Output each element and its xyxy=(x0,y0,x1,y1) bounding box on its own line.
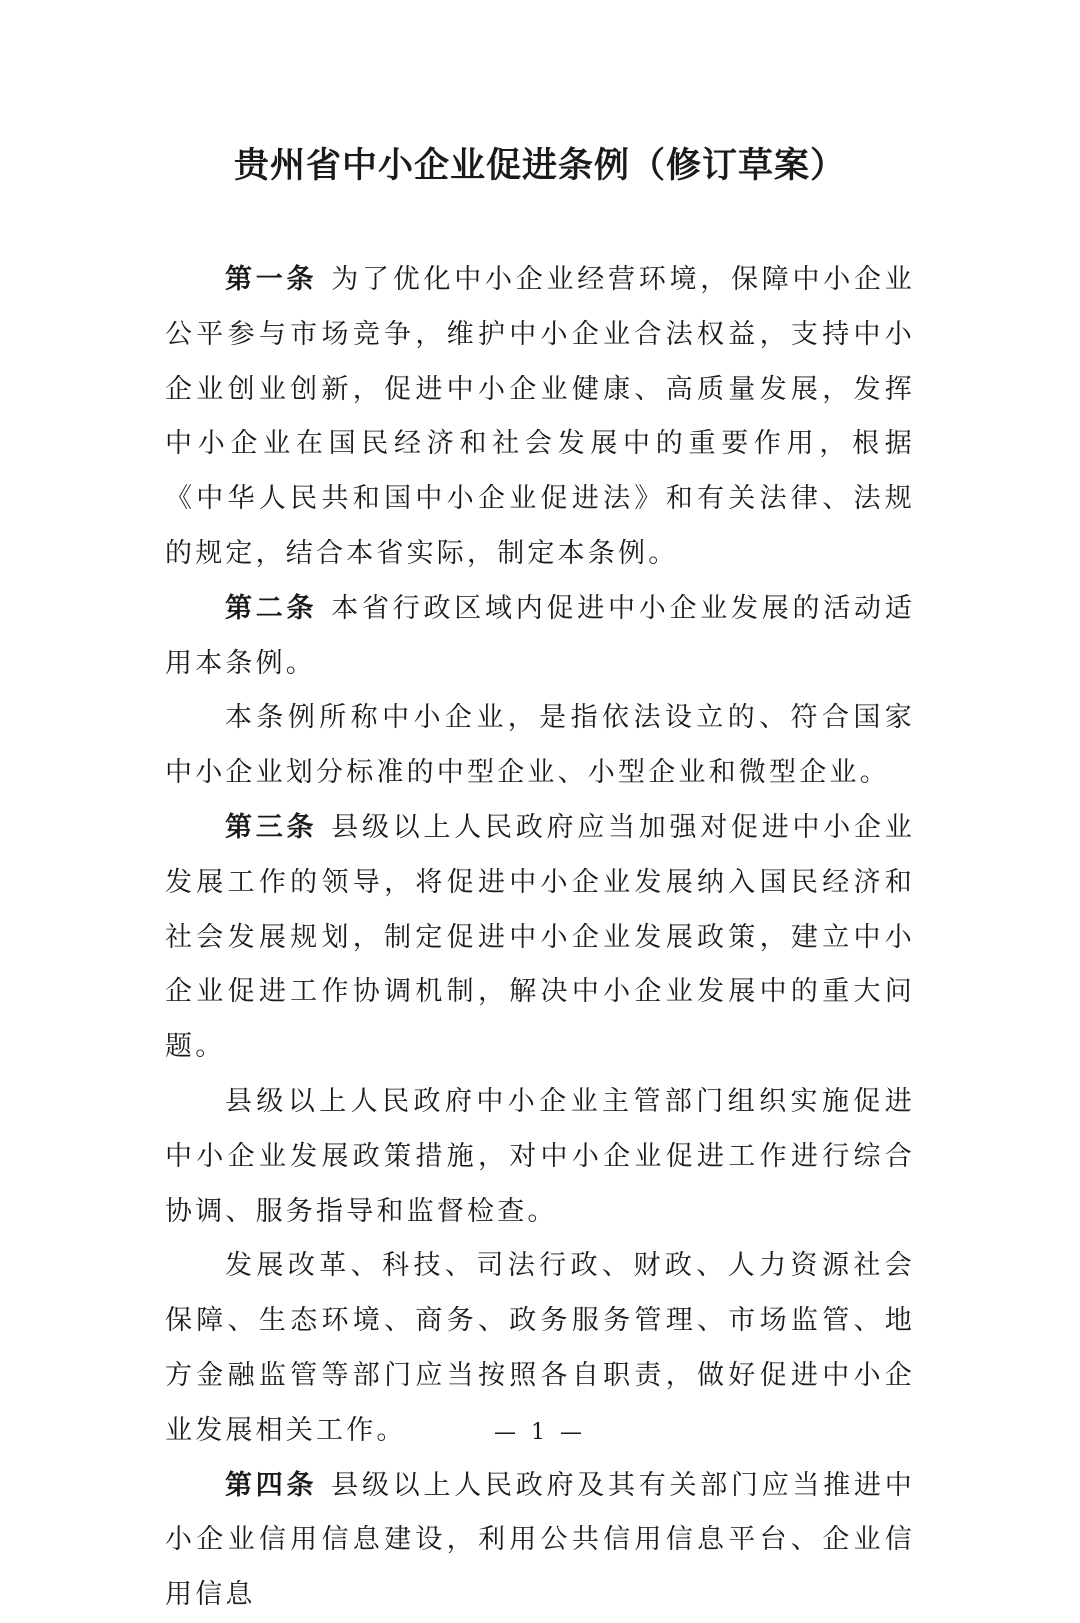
article-4-text: 县级以上人民政府及其有关部门应当推进中小企业信用信息建设，利用公共信用信息平台、企业信用信息 xyxy=(165,1469,915,1611)
document-title: 贵州省中小企业促进条例（修订草案） xyxy=(233,146,846,186)
article-2-text: 本省行政区域内促进中小企业发展的活动适用本条例。 xyxy=(165,592,915,679)
article-3-clause-2 xyxy=(165,1075,915,1239)
article-3-text: 县级以上人民政府应当加强对促进中小企业发展工作的领导，将促进中小企业发展纳入国民经济和社会发展规划，制定促进中小企业发展政策，建立中小企业促进工作协调机制，解决中小企业发展中的重大问题。 xyxy=(165,811,915,1063)
page-number: — 1 — xyxy=(494,1420,586,1445)
article-4-paragraph xyxy=(165,1459,915,1623)
article-2-label: 第二条 xyxy=(225,592,318,624)
article-1-text: 为了优化中小企业经营环境，保障中小企业公平参与市场竞争，维护中小企业合法权益，支持中小企业创业创新，促进中小企业健康、高质量发展，发挥中小企业在国民经济和社会发展中的重要作用，根据《中华人民共和国中小企业促进法》和有关法律、法规的规定，结合本省实际，制定本条例。 xyxy=(165,264,915,569)
article-3-clause-3-text: 发展改革、科技、司法行政、财政、人力资源社会保障、生态环境、商务、政务服务管理、市场监管、地方金融监管等部门应当按照各自职责，做好促进中小企业发展相关工作。 xyxy=(165,1250,915,1446)
article-2-clause-2-text: 本条例所称中小企业，是指依法设立的、符合国家中小企业划分标准的中型企业、小型企业和微型企业。 xyxy=(165,702,915,789)
article-2-clause-2 xyxy=(165,691,915,801)
article-2-paragraph xyxy=(165,582,915,692)
article-1-paragraph xyxy=(165,253,915,582)
article-3-label: 第三条 xyxy=(225,811,318,843)
article-1-label: 第一条 xyxy=(225,264,318,295)
article-4-label: 第四条 xyxy=(225,1469,318,1501)
article-3-clause-2-text: 县级以上人民政府中小企业主管部门组织实施促进中小企业发展政策措施，对中小企业促进工作进行综合协调、服务指导和监督检查。 xyxy=(165,1085,915,1227)
article-3-paragraph xyxy=(165,801,915,1075)
